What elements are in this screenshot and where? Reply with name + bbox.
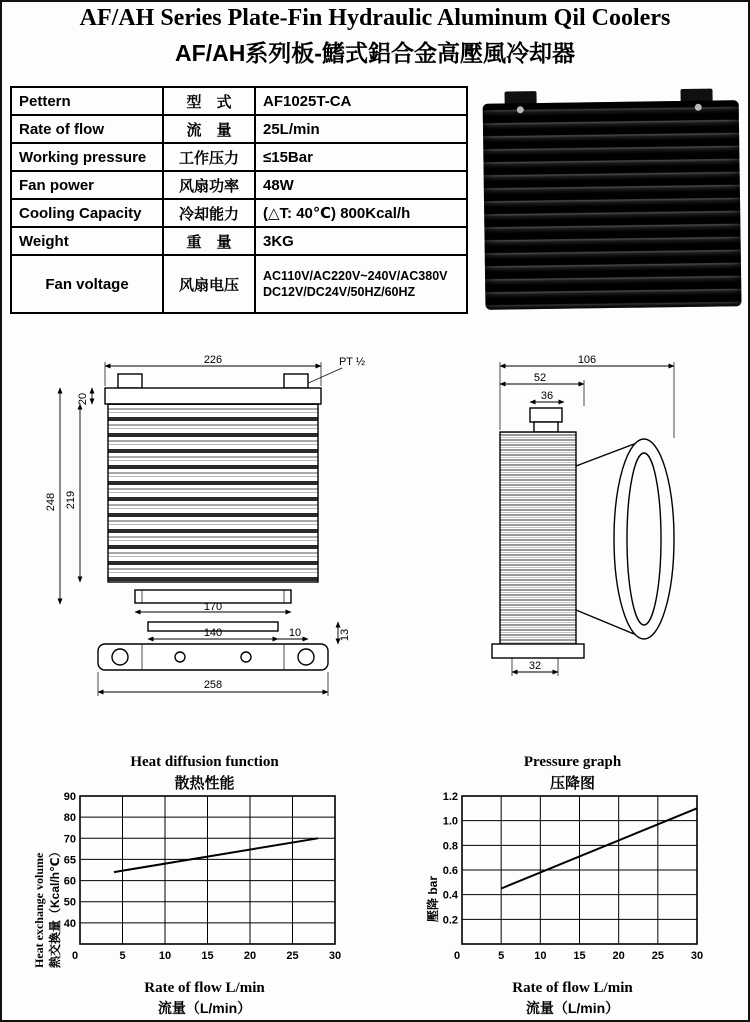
data-line-heat-exchange — [114, 838, 318, 872]
x-axis-label: Rate of flow L/min — [144, 980, 265, 996]
table-row — [11, 227, 467, 255]
x-tick-label: 10 — [534, 950, 547, 962]
x-axis-label-chinese: 流量（L/min） — [157, 1000, 252, 1016]
spec-label-en: Fan voltage — [11, 255, 163, 313]
x-tick-label: 5 — [119, 950, 126, 962]
spec-label-cn: 重 量 — [163, 227, 255, 255]
front-top-plate — [105, 388, 321, 404]
spec-label-cn: 风扇电压 — [163, 255, 255, 313]
spec-value: 48W — [255, 171, 467, 199]
spec-label-en: Pettern — [11, 87, 163, 115]
chart-title: Pressure graph — [523, 754, 622, 770]
spec-label-en: Cooling Capacity — [11, 199, 163, 227]
spec-value: ≤15Bar — [255, 143, 467, 171]
dim-overall-height: 248 — [45, 492, 57, 512]
y-tick-label: 0.8 — [442, 840, 458, 853]
side-port — [530, 408, 562, 422]
front-tab-left — [118, 374, 142, 388]
chart-title: Heat diffusion function — [130, 754, 279, 770]
x-tick-label: 5 — [498, 950, 505, 962]
spec-label-en: Weight — [11, 227, 163, 255]
spec-value-line1: AC110V/AC220V~240V/AC380V — [263, 268, 448, 283]
title-chinese: AF/AH系列板-鰭式鋁合金高壓風冷却器 — [175, 40, 575, 66]
spec-value: 3KG — [255, 227, 467, 255]
y-tick-label: 1.0 — [442, 815, 458, 828]
x-axis-label: Rate of flow L/min — [512, 980, 633, 996]
x-tick-label: 25 — [651, 950, 664, 962]
spec-value: 25L/min — [255, 115, 467, 143]
dim-bracket-offset: 10 — [288, 627, 302, 639]
x-tick-label: 10 — [158, 950, 172, 962]
dim-width-top: 226 — [203, 354, 223, 366]
page-title — [2, 5, 748, 68]
photo-screw-left — [517, 106, 524, 113]
table-row — [11, 143, 467, 171]
dim-overall-depth: 106 — [577, 354, 597, 366]
chart-title-chinese: 散热性能 — [174, 775, 235, 792]
spec-label-en: Rate of flow — [11, 115, 163, 143]
photo-fin-body — [483, 100, 742, 310]
x-tick-label: 15 — [201, 950, 214, 962]
y-tick-label: 60 — [63, 875, 76, 888]
x-tick-label: 20 — [243, 950, 257, 962]
front-view-drawing — [30, 352, 410, 724]
side-fin-column — [500, 432, 576, 644]
dim-bracket-height: 13 — [339, 628, 351, 642]
side-view-drawing — [472, 354, 702, 684]
y-tick-label: 0.4 — [442, 889, 458, 902]
port-thread-label: PT ½ — [338, 356, 366, 368]
side-base-foot — [492, 644, 584, 658]
front-tab-right — [284, 374, 308, 388]
spec-table — [10, 86, 468, 314]
dim-base-width: 258 — [203, 679, 223, 691]
title-english: AF/AH Series Plate-Fin Hydraulic Aluminum Qil Coolers — [79, 5, 671, 31]
dim-base-depth: 32 — [528, 660, 542, 672]
y-tick-label: 1.2 — [442, 792, 458, 803]
side-fan-ring-outer — [614, 439, 674, 639]
dim-bracket-width: 140 — [203, 627, 223, 639]
spec-label-cn: 型 式 — [163, 87, 255, 115]
dim-port-offset: 36 — [540, 390, 554, 402]
dim-core-height: 219 — [65, 490, 77, 510]
table-row — [11, 87, 467, 115]
spec-label-cn: 冷却能力 — [163, 199, 255, 227]
spec-value: AF1025T-CA — [255, 87, 467, 115]
y-tick-label: 40 — [63, 917, 76, 930]
front-mounting-base — [98, 644, 328, 670]
heat-chart-plot-area — [46, 792, 346, 972]
spec-label-en: Working pressure — [11, 143, 163, 171]
x-tick-label: 20 — [612, 950, 625, 962]
spec-value: (△T: 40℃) 800Kcal/h — [255, 199, 467, 227]
y-tick-label: 65 — [63, 854, 76, 867]
y-tick-label: 90 — [63, 792, 76, 803]
table-row — [11, 255, 467, 313]
spec-label-cn: 流 量 — [163, 115, 255, 143]
side-shroud-bottom — [576, 610, 634, 634]
dim-shroud-depth: 52 — [533, 372, 547, 384]
y-tick-label: 70 — [63, 833, 76, 846]
table-row — [11, 115, 467, 143]
table-row — [11, 171, 467, 199]
chart-title-chinese: 压降图 — [549, 775, 595, 792]
origin-tick-label: 0 — [71, 950, 79, 962]
x-axis-label-chinese: 流量（L/min） — [525, 1000, 620, 1016]
spec-label-en: Fan power — [11, 171, 163, 199]
y-axis-label: 壓降 bar — [426, 875, 440, 922]
front-fin-core — [108, 404, 318, 582]
heat-diffusion-chart — [32, 754, 377, 1016]
dim-header-width: 170 — [203, 601, 223, 613]
dim-top-plate-height: 20 — [77, 392, 89, 406]
y-tick-label: 50 — [63, 896, 76, 909]
spec-value-line2: DC12V/DC24V/50HZ/60HZ — [263, 285, 416, 299]
side-fan-ring-inner — [627, 453, 661, 625]
pressure-chart-plot-area — [420, 792, 720, 972]
spec-label-cn: 风扇功率 — [163, 171, 255, 199]
table-row — [11, 199, 467, 227]
x-tick-label: 30 — [328, 950, 342, 962]
y-tick-label: 0.2 — [442, 914, 458, 927]
photo-screw-right — [695, 104, 702, 111]
y-axis-label: Heat exchange volume — [32, 852, 46, 968]
y-axis-label-chinese: 熱交換量（Kcal/h℃） — [48, 845, 62, 968]
side-port-nut — [534, 422, 558, 432]
y-tick-label: 80 — [63, 812, 76, 825]
x-tick-label: 15 — [573, 950, 586, 962]
spec-label-cn: 工作压力 — [163, 143, 255, 171]
pressure-chart — [410, 754, 735, 1016]
product-photo — [482, 88, 741, 310]
y-tick-label: 0.6 — [442, 865, 458, 877]
origin-tick-label: 0 — [453, 950, 461, 962]
spec-value — [255, 255, 467, 313]
x-tick-label: 25 — [286, 950, 299, 962]
x-tick-label: 30 — [690, 950, 704, 962]
